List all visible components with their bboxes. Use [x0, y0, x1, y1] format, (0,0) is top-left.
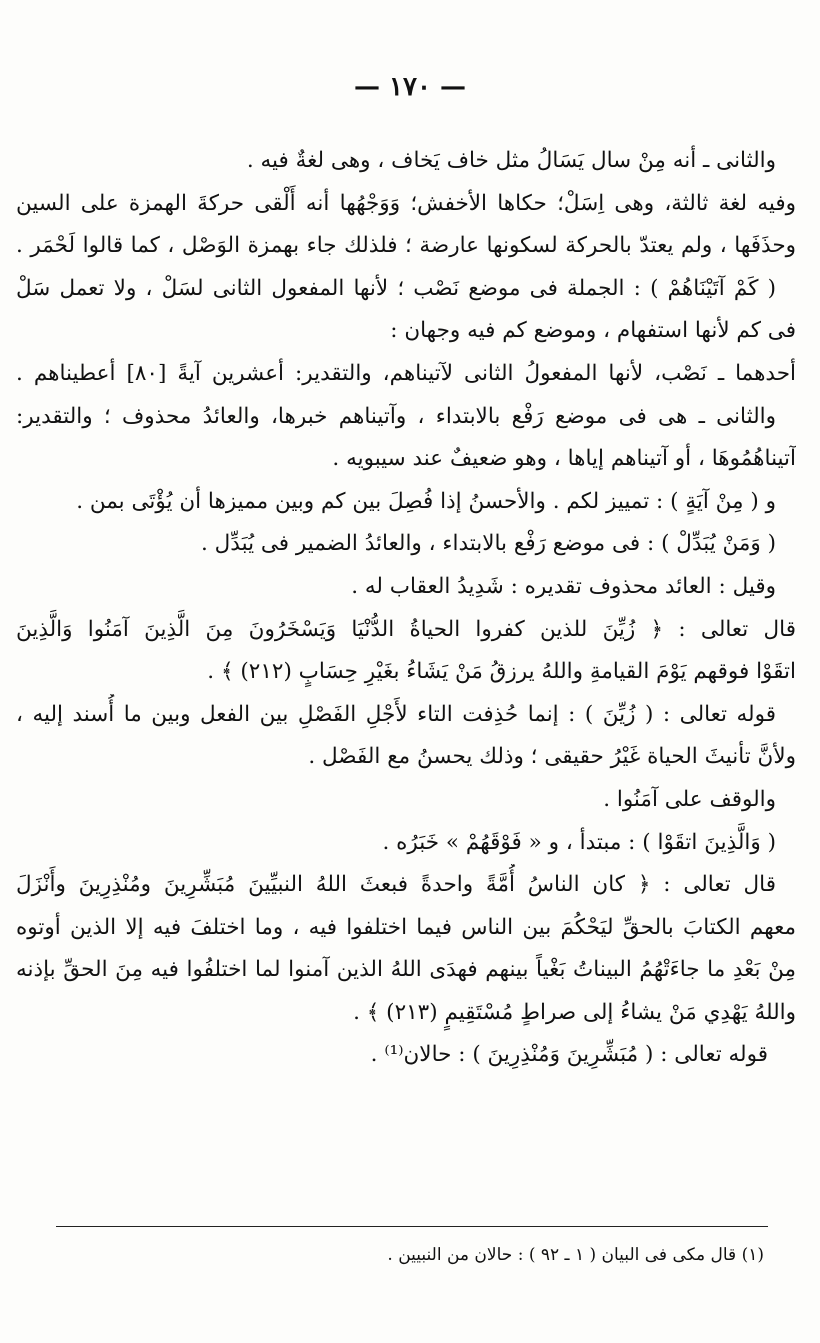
- footnote-divider: [56, 1226, 768, 1227]
- text-line-17: ( وَالَّذِينَ اتقَوْا ) : مبتدأ ، و « فَوْقَهُمْ » خَبَرُه .: [382, 829, 776, 855]
- page-number: — ١٧٠ —: [353, 72, 467, 102]
- text-line-10: ( وَمَنْ يُبَدِّلْ ) : فى موضع رَفْع بالابتداء ، والعائدُ الضمير فى يُبَدِّل .: [201, 531, 776, 557]
- text-line-13: اتقَوْا فوقهم يَوْمَ القيامةِ واللهُ يرزقُ مَنْ يَشَاءُ بغَيْرِ حِسَابٍ (٢١٢) ﴾ .: [207, 659, 796, 685]
- footnote: (١) قال مكى فى البيان ( ١ ـ ٩٢ ) : حالان من النبيين .: [387, 1245, 764, 1265]
- text-line-4: ( كَمْ آتَيْنَاهُمْ ) : الجملة فى موضع نَصْب ؛ لأنها المفعول الثانى لسَلْ ، ولا تعمل سَلْ: [16, 275, 776, 301]
- text-line-16: والوقف على آمَنُوا .: [603, 786, 776, 812]
- text-line-1: والثانى ـ أنه مِنْ سال يَسَالُ مثل خاف يَخاف ، وهى لغةٌ فيه .: [246, 148, 776, 173]
- text-line-5: فى كم لأنها استفهام ، وموضع كم فيه وجهان :: [390, 318, 796, 344]
- text-line-21: واللهُ يَهْدِي مَنْ يشاءُ إلى صراطٍ مُسْتَقِيمٍ (٢١٣) ﴾ .: [353, 999, 796, 1025]
- body-text: [16, 140, 796, 1077]
- text-line-6: أحدهما ـ نَصْب، لأنها المفعولُ الثانى لآتيناهم، والتقدير: أعشرين آيةً [٨٠] أعطيناهم .: [16, 360, 796, 386]
- text-line-14: قوله تعالى : ( زُيِّنَ ) : إنما حُذِفت التاء لأَجْلِ الفَصْلِ بين الفعل وبين ما أُسند إليه ،: [16, 701, 776, 727]
- text-line-19: معهم الكتابَ بالحقِّ ليَحْكُمَ بين الناس فيما اختلفوا فيه ، وما اختلفَ فيه إلا الذين أوتوه: [16, 914, 796, 940]
- text-line-2: وفيه لغة ثالثة، وهى اِسَلْ؛ حكاها الأخفش؛ وَوَجْهُها أنه أَلْقى حركةَ الهمزة على السين: [16, 190, 796, 216]
- text-line-9: و ( مِنْ آيَةٍ ) : تمييز لكم . والأحسنُ إذا فُصِلَ بين كم وبين مميزها أن يُؤْتَى بمن .: [76, 488, 776, 514]
- text-line-18: قال تعالى : ﴿ كان الناسُ أُمَّةً واحدةً فبعثَ اللهُ النبيِّينَ مُبَشِّرِينَ ومُنْذِرِينَ وأَنْزَلَ: [16, 872, 776, 898]
- text-line-7: والثانى ـ هى فى موضع رَفْع بالابتداء ، وآتيناهم خبرها، والعائدُ محذوف ؛ والتقدير:: [16, 403, 776, 429]
- text-line-22: قوله تعالى : ( مُبَشِّرِينَ وَمُنْذِرِينَ ) : حالان⁽¹⁾ .: [370, 1042, 768, 1068]
- text-line-12: قال تعالى : ﴿ زُيِّنَ للذين كفروا الحياةُ الدُّنْيَا وَيَسْخَرُونَ مِنَ الَّذِينَ آمَنُوا وَالَّذِينَ: [16, 616, 796, 642]
- text-line-20: مِنْ بَعْدِ ما جاءَتْهُمُ البيناتُ بَغْياً بينهم فهدَى اللهُ الذين آمنوا لما اختلفُوا فيه مِنَ الحقِّ بإذنه: [16, 957, 796, 983]
- text-line-11: وقيل : العائد محذوف تقديره : شَدِيدُ العقاب له .: [351, 573, 776, 599]
- text-line-8: آتيناهُمُوهَا ، أو آتيناهم إياها ، وهو ضعيفٌ عند سيبويه .: [332, 446, 796, 472]
- text-line-15: ولأنَّ تأنيثَ الحياة غَيْرُ حقيقى ؛ وذلك يحسنُ مع الفَصْل .: [308, 744, 796, 770]
- text-line-3: وحذَفَها ، ولم يعتدّ بالحركة لسكونها عارضة ؛ فلذلك جاء بهمزة الوَصْل ، كما قالوا لَحْمَر .: [16, 233, 796, 259]
